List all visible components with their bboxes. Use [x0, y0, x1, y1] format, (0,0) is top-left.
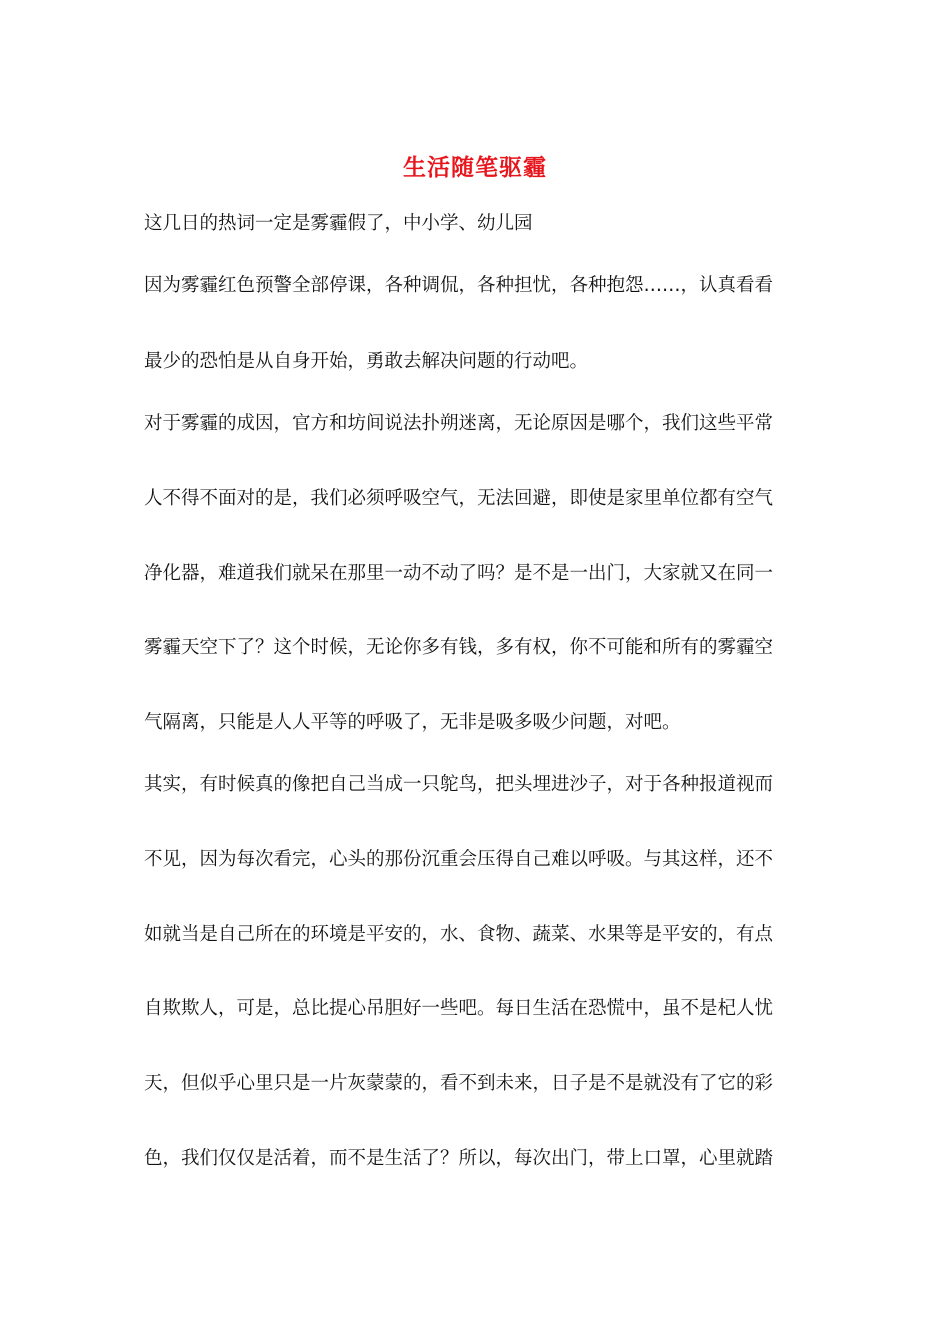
text-line: 人不得不面对的是，我们必须呼吸空气，无法回避，即使是家里单位都有空气	[144, 488, 774, 509]
text-line: 自欺欺人，可是，总比提心吊胆好一些吧。每日生活在恐慌中，虽不是杞人忧	[144, 998, 774, 1019]
text-line: 如就当是自己所在的环境是平安的，水、食物、蔬菜、水果等是平安的，有点	[144, 924, 774, 945]
text-line: 天，但似乎心里只是一片灰蒙蒙的，看不到未来，日子是不是就没有了它的彩	[144, 1073, 774, 1094]
text-line: 因为雾霾红色预警全部停课，各种调侃，各种担忧，各种抱怨……，认真看看	[144, 275, 774, 296]
text-line: 这几日的热词一定是雾霾假了，中小学、幼儿园	[144, 213, 533, 234]
text-line: 对于雾霾的成因，官方和坊间说法扑朔迷离，无论原因是哪个，我们这些平常	[144, 413, 774, 434]
text-line: 不见，因为每次看完，心头的那份沉重会压得自己难以呼吸。与其这样，还不	[144, 849, 774, 870]
document-title: 生活随笔驱霾	[403, 154, 547, 181]
text-line: 其实，有时候真的像把自己当成一只鸵鸟，把头埋进沙子，对于各种报道视而	[144, 774, 774, 795]
text-line: 最少的恐怕是从自身开始，勇敢去解决问题的行动吧。	[144, 351, 589, 372]
text-line: 气隔离，只能是人人平等的呼吸了，无非是吸多吸少问题，对吧。	[144, 712, 681, 733]
text-line: 色，我们仅仅是活着，而不是生活了？所以，每次出门，带上口罩，心里就踏	[144, 1148, 774, 1169]
text-line: 净化器，难道我们就呆在那里一动不动了吗？是不是一出门，大家就又在同一	[144, 563, 774, 584]
text-line: 雾霾天空下了？这个时候，无论你多有钱，多有权，你不可能和所有的雾霾空	[144, 637, 774, 658]
